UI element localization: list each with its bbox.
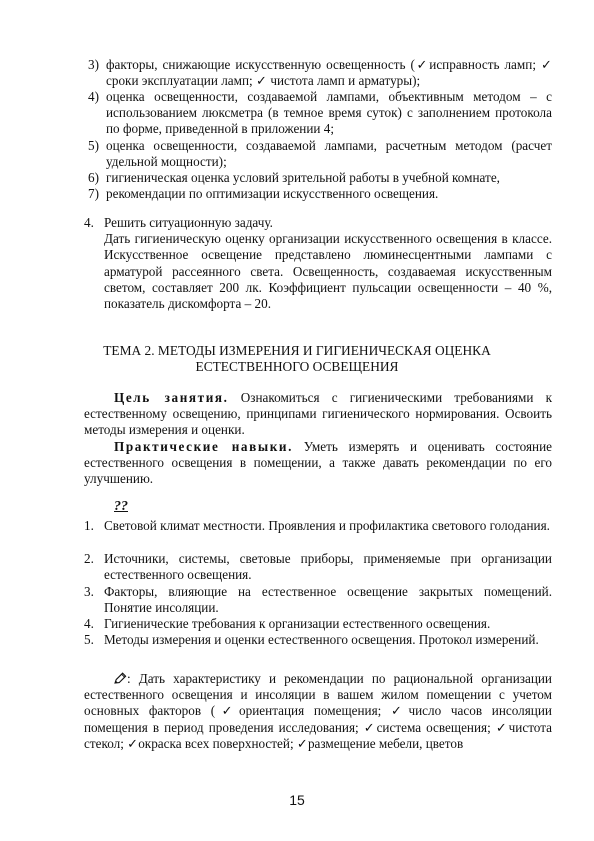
pencil-icon xyxy=(114,671,127,686)
list-item xyxy=(88,89,552,138)
list-item xyxy=(88,170,552,186)
list-number: 6) xyxy=(88,170,99,185)
skills-label: Практические навыки. xyxy=(114,439,294,454)
skills-text: Уметь измерять и оценивать состояние естественного освещения в помещении, а также давать рекомендации по его улучшению. xyxy=(84,439,553,487)
homework-text: : Дать характеристику и рекомендации по рациональной организации естественного освещения и инсоляции в вашем жилом помещении с учетом основных факторов (✓ориентация помещения; ✓число часов инсоляции помещения в период проведения исследования; ✓система освещения; ✓чистота стекол; ✓окраска всех поверхностей; ✓размещение мебели, цветов xyxy=(84,671,552,751)
question-text: Источники, системы, световые приборы, применяемые при организации естественного освещения. xyxy=(104,551,552,583)
task-item xyxy=(84,215,552,312)
homework-paragraph xyxy=(84,671,552,752)
list-item xyxy=(88,138,552,170)
list-number: 4) xyxy=(88,89,99,104)
goal-paragraph xyxy=(84,390,552,439)
theme-title-line2: ЕСТЕСТВЕННОГО ОСВЕЩЕНИЯ xyxy=(195,359,399,374)
list-item xyxy=(88,57,552,89)
question-item xyxy=(84,551,552,583)
page-number: 15 xyxy=(289,792,305,808)
list-text: оценка освещенности, создаваемой лампами, объективным методом – с использованием люксметра (в темное время суток) с заполнением протокола по форме, приведенной в приложении 4; xyxy=(106,89,552,137)
task-heading: Решить ситуационную задачу. xyxy=(104,215,273,230)
question-item xyxy=(84,632,552,648)
question-text: Гигиенические требования к организации естественного освещения. xyxy=(104,616,491,631)
task-body: Дать гигиеническую оценку организации искусственного освещения в классе. Искусственное освещение представлено люминесцентными лампами с арматурой рассеянного света. Освещенность, создаваемая искусственным светом, составляет 200 лк. Коэффициент пульсации освещенности – 40 %, показатель дискомфорта – 20. xyxy=(104,231,552,312)
list-number: 7) xyxy=(88,186,99,201)
goal-label: Цель занятия. xyxy=(114,390,229,405)
list-text: оценка освещенности, создаваемой лампами, расчетным методом (расчет удельной мощности); xyxy=(106,138,552,170)
question-number: 5. xyxy=(84,632,94,647)
question-number: 1. xyxy=(84,518,94,533)
question-item xyxy=(84,518,552,534)
goal-text: Ознакомиться с гигиеническими требованиями к естественному освещению, принципами гигиенического нормирования. Освоить методы измерения и оценки. xyxy=(84,390,553,438)
questions-icon: ?? xyxy=(114,499,128,514)
question-item xyxy=(84,584,552,616)
question-number: 4. xyxy=(84,616,94,631)
list-text: рекомендации по оптимизации искусственного освещения. xyxy=(106,186,439,201)
task-number: 4. xyxy=(84,215,94,230)
question-number: 2. xyxy=(84,551,94,566)
question-text: Факторы, влияющие на естественное освещение закрытых помещений. Понятие инсоляции. xyxy=(104,584,552,616)
list-item xyxy=(88,186,552,202)
skills-paragraph xyxy=(84,439,552,488)
list-text: факторы, снижающие искусственную освещенность (✓исправность ламп; ✓ сроки эксплуатации ламп; ✓ чистота ламп и арматуры); xyxy=(106,57,552,89)
question-text: Световой климат местности. Проявления и профилактика светового голодания. xyxy=(104,518,550,533)
list-text: гигиеническая оценка условий зрительной работы в учебной комнате, xyxy=(106,170,500,185)
question-item xyxy=(84,616,552,632)
question-number: 3. xyxy=(84,584,94,599)
question-text: Методы измерения и оценки естественного освещения. Протокол измерений. xyxy=(104,632,539,647)
theme-title-line1: ТЕМА 2. МЕТОДЫ ИЗМЕРЕНИЯ И ГИГИЕНИЧЕСКАЯ ОЦЕНКА xyxy=(103,343,491,358)
list-number: 5) xyxy=(88,138,99,153)
list-number: 3) xyxy=(88,57,99,72)
